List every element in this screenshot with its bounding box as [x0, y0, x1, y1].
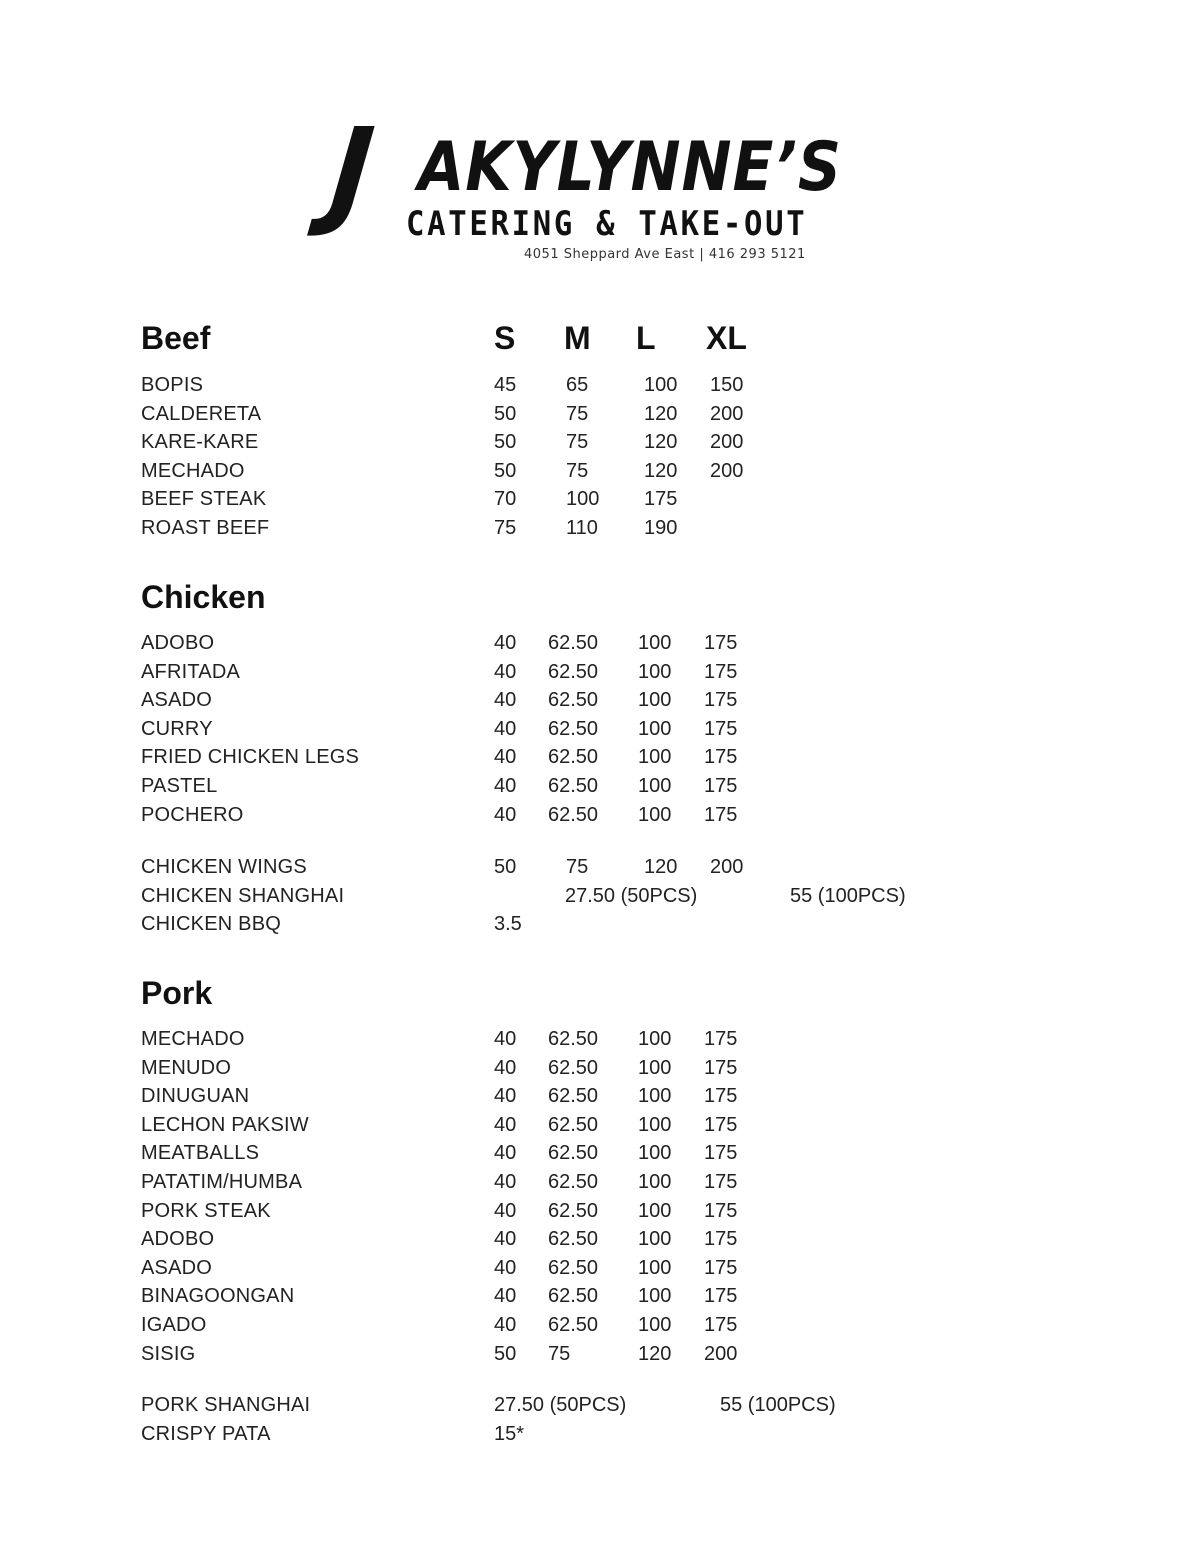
price-l: 100 [638, 1085, 672, 1108]
price-s: 40 [494, 1199, 517, 1222]
price-l: 100 [638, 717, 672, 740]
item-name: MECHADO [141, 459, 245, 482]
item-name: CHICKEN SHANGHAI [141, 884, 345, 907]
price-l: 100 [638, 1171, 672, 1193]
menu-item-row [0, 855, 1200, 883]
price-m: 62.50 [548, 660, 599, 683]
price-xl: 200 [710, 856, 744, 878]
item-name: ASADO [141, 689, 213, 712]
price-xl: 200 [704, 1342, 738, 1365]
price-l: 100 [638, 660, 672, 683]
price-s: 40 [494, 775, 517, 797]
menu-item-row [0, 1084, 1200, 1112]
price-s: 50 [494, 459, 517, 482]
item-name: BEEF STEAK [141, 488, 267, 511]
item-name: CHICKEN WINGS [141, 856, 307, 878]
price-m: 75 [566, 402, 589, 425]
menu-item-row [0, 745, 1200, 773]
item-name: CURRY [141, 717, 213, 740]
menu-item-row [0, 631, 1200, 659]
price-m: 62.50 [548, 1113, 599, 1136]
price-primary: 27.50 (50PCS) [494, 1394, 627, 1416]
item-name: ROAST BEEF [141, 517, 270, 539]
menu-item-row [0, 717, 1200, 745]
price-s: 40 [494, 1256, 517, 1279]
menu-item-row [0, 1256, 1200, 1284]
section-title-pork: Pork [141, 975, 213, 1011]
menu-item-row [0, 373, 1200, 401]
item-name: FRIED CHICKEN LEGS [141, 746, 360, 769]
price-m: 62.50 [548, 1285, 599, 1308]
item-name: AFRITADA [141, 660, 241, 683]
price-xl: 200 [710, 402, 744, 425]
item-name: CHICKEN BBQ [141, 913, 282, 936]
menu-item-row [0, 688, 1200, 716]
price-l: 120 [644, 856, 678, 878]
menu-item-row [0, 430, 1200, 458]
item-name: PASTEL [141, 775, 218, 797]
menu-item-row [0, 1393, 1200, 1421]
price-xl: 175 [704, 1285, 738, 1308]
price-s: 40 [494, 746, 517, 769]
price-s: 50 [494, 402, 517, 425]
price-secondary: 55 (100PCS) [790, 884, 906, 907]
price-m: 75 [566, 431, 589, 454]
price-l: 100 [638, 1256, 672, 1279]
item-name: IGADO [141, 1314, 207, 1336]
item-name: POCHERO [141, 803, 244, 826]
price-m: 62.50 [548, 1171, 599, 1193]
price-primary: 27.50 (50PCS) [565, 884, 698, 907]
price-xl: 175 [704, 1314, 738, 1336]
price-s: 40 [494, 1285, 517, 1308]
item-name: ADOBO [141, 632, 215, 654]
price-l: 100 [638, 1285, 672, 1308]
item-name: DINUGUAN [141, 1085, 250, 1108]
section-title-chicken: Chicken [141, 579, 266, 615]
price-xl: 175 [704, 689, 738, 712]
price-l: 100 [638, 1314, 672, 1336]
price-s: 70 [494, 488, 517, 511]
price-s: 50 [494, 856, 517, 878]
price-l: 100 [638, 1228, 672, 1251]
price-xl: 175 [704, 1228, 738, 1251]
item-name: KARE-KARE [141, 431, 259, 454]
item-name: CALDERETA [141, 402, 262, 425]
menu-item-row [0, 1342, 1200, 1370]
price-secondary: 55 (100PCS) [720, 1394, 836, 1416]
price-xl: 175 [704, 1171, 738, 1193]
price-xl: 175 [704, 660, 738, 683]
size-header-s: S [494, 320, 516, 356]
menu-item-row [0, 1199, 1200, 1227]
price-l: 120 [638, 1342, 672, 1365]
price-xl: 175 [704, 1056, 738, 1079]
price-xl: 175 [704, 1199, 738, 1222]
price-m: 62.50 [548, 717, 599, 740]
item-name: BOPIS [141, 374, 204, 396]
price-primary: 3.5 [494, 913, 522, 936]
price-m: 62.50 [548, 1256, 599, 1279]
price-s: 40 [494, 803, 517, 826]
logo-name: AKYLYNNE’S [418, 128, 842, 207]
price-m: 75 [548, 1342, 571, 1365]
price-l: 175 [644, 488, 678, 511]
price-s: 40 [494, 689, 517, 712]
price-l: 100 [638, 1142, 672, 1165]
price-xl: 200 [710, 459, 744, 482]
size-header-l: L [636, 320, 656, 356]
price-m: 62.50 [548, 1228, 599, 1251]
price-xl: 175 [704, 1028, 738, 1050]
price-l: 100 [638, 689, 672, 712]
menu-item-row [0, 1284, 1200, 1312]
menu-item-row [0, 1056, 1200, 1084]
menu-item-row [0, 1227, 1200, 1255]
price-l: 100 [644, 374, 678, 396]
item-name: PORK STEAK [141, 1199, 271, 1222]
price-primary: 15* [494, 1422, 525, 1445]
price-xl: 175 [704, 1113, 738, 1136]
menu-item-row [0, 1313, 1200, 1341]
price-l: 120 [644, 431, 678, 454]
price-s: 40 [494, 1142, 517, 1165]
price-s: 40 [494, 717, 517, 740]
item-name: MECHADO [141, 1028, 245, 1050]
price-s: 40 [494, 1314, 517, 1336]
price-s: 40 [494, 1085, 517, 1108]
price-l: 190 [644, 517, 678, 539]
size-header-m: M [564, 320, 591, 356]
price-xl: 175 [704, 775, 738, 797]
menu-item-row [0, 1422, 1200, 1450]
price-m: 62.50 [548, 803, 599, 826]
price-xl: 175 [704, 746, 738, 769]
item-name: LECHON PAKSIW [141, 1113, 309, 1136]
price-xl: 175 [704, 1142, 738, 1165]
price-xl: 200 [710, 431, 744, 454]
price-m: 62.50 [548, 746, 599, 769]
item-name: PATATIM/HUMBA [141, 1171, 303, 1193]
price-s: 45 [494, 374, 517, 396]
price-m: 62.50 [548, 1085, 599, 1108]
price-s: 40 [494, 1171, 517, 1193]
item-name: SISIG [141, 1342, 196, 1365]
price-xl: 175 [704, 803, 738, 826]
price-m: 75 [566, 459, 589, 482]
price-m: 62.50 [548, 632, 599, 654]
menu-item-row [0, 402, 1200, 430]
price-l: 100 [638, 746, 672, 769]
price-m: 62.50 [548, 1199, 599, 1222]
menu-item-row [0, 1113, 1200, 1141]
price-s: 40 [494, 1113, 517, 1136]
price-xl: 175 [704, 1256, 738, 1279]
size-header-xl: XL [706, 320, 747, 356]
price-s: 50 [494, 431, 517, 454]
menu-item-row [0, 774, 1200, 802]
section-title-beef: Beef [141, 320, 211, 356]
price-m: 62.50 [548, 775, 599, 797]
address-phone: 4051 Sheppard Ave East | 416 293 5121 [524, 247, 806, 262]
price-xl: 175 [704, 632, 738, 654]
price-l: 100 [638, 1056, 672, 1079]
menu-item-row [0, 1141, 1200, 1169]
price-l: 100 [638, 775, 672, 797]
item-name: MENUDO [141, 1056, 232, 1079]
item-name: BINAGOONGAN [141, 1285, 295, 1308]
price-s: 75 [494, 517, 517, 539]
price-m: 110 [566, 517, 598, 539]
price-m: 62.50 [548, 1028, 599, 1050]
price-m: 62.50 [548, 1142, 599, 1165]
item-name: CRISPY PATA [141, 1422, 271, 1445]
price-l: 100 [638, 1028, 672, 1050]
item-name: ASADO [141, 1256, 213, 1279]
item-name: PORK SHANGHAI [141, 1394, 311, 1416]
price-s: 40 [494, 660, 517, 683]
price-xl: 175 [704, 1085, 738, 1108]
menu-item-row [0, 803, 1200, 831]
price-m: 65 [566, 374, 589, 396]
price-l: 100 [638, 1199, 672, 1222]
menu-item-row [0, 660, 1200, 688]
price-m: 62.50 [548, 689, 599, 712]
menu-item-row [0, 912, 1200, 940]
price-xl: 175 [704, 717, 738, 740]
item-name: MEATBALLS [141, 1142, 260, 1165]
logo-subtitle: CATERING & TAKE-OUT [406, 204, 808, 244]
menu-item-row [0, 516, 1200, 544]
price-l: 100 [638, 1113, 672, 1136]
menu-item-row [0, 884, 1200, 912]
menu-item-row [0, 487, 1200, 515]
price-l: 120 [644, 459, 678, 482]
price-xl: 150 [710, 374, 744, 396]
price-l: 120 [644, 402, 678, 425]
price-m: 62.50 [548, 1314, 599, 1336]
menu-item-row [0, 1170, 1200, 1198]
item-name: ADOBO [141, 1228, 215, 1251]
price-m: 62.50 [548, 1056, 599, 1079]
price-m: 75 [566, 856, 589, 878]
price-s: 40 [494, 1228, 517, 1251]
menu-item-row [0, 459, 1200, 487]
logo-initial: J [324, 102, 380, 240]
price-s: 40 [494, 1056, 517, 1079]
price-s: 50 [494, 1342, 517, 1365]
price-s: 40 [494, 1028, 517, 1050]
price-s: 40 [494, 632, 517, 654]
menu-item-row [0, 1027, 1200, 1055]
price-l: 100 [638, 632, 672, 654]
price-m: 100 [566, 488, 600, 511]
price-l: 100 [638, 803, 672, 826]
